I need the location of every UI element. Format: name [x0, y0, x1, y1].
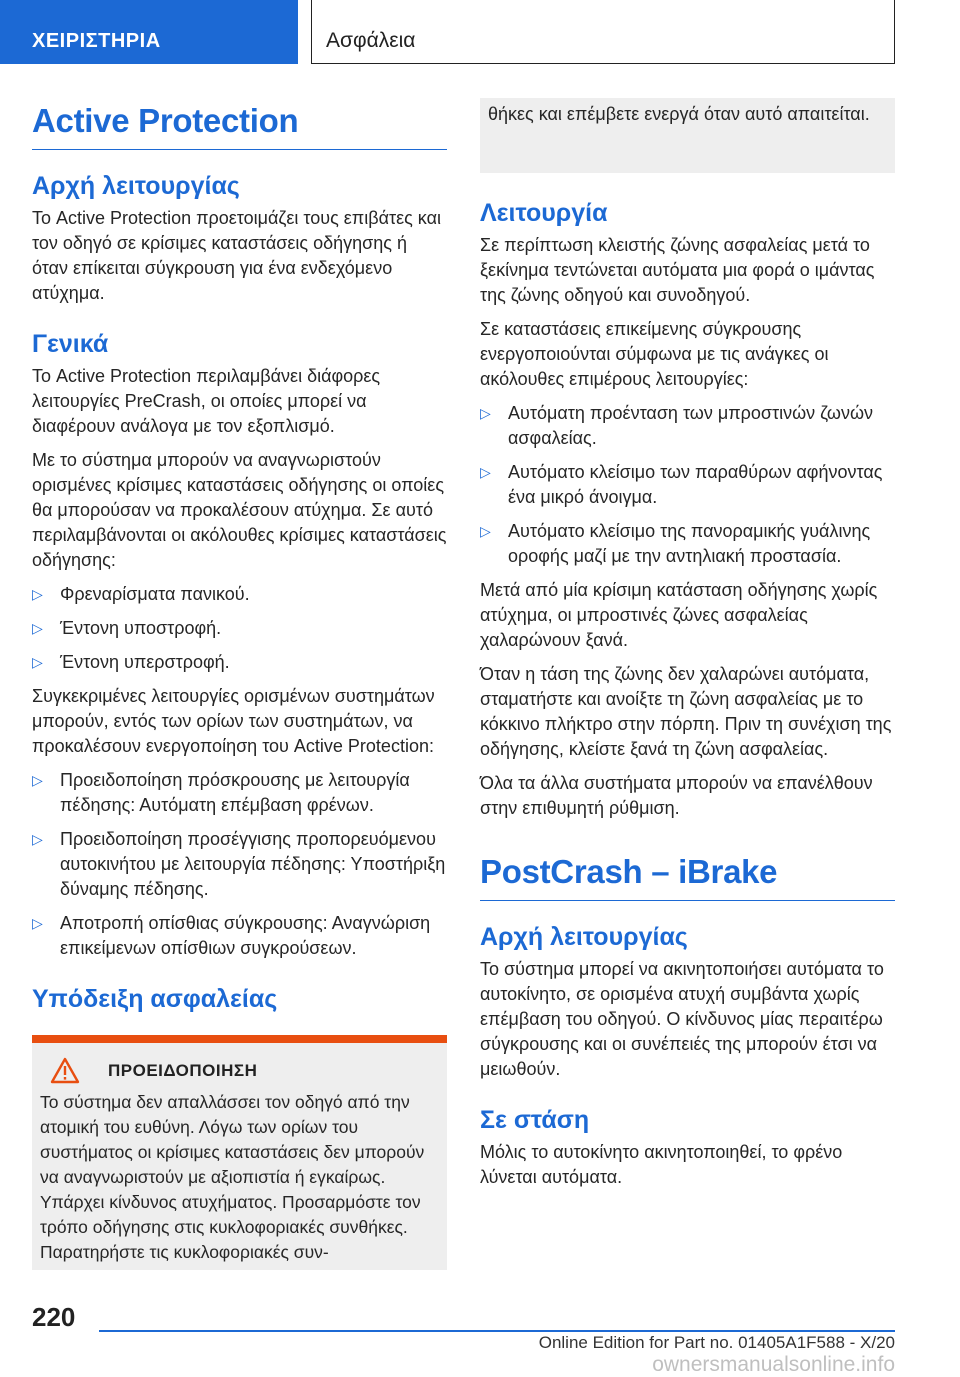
function-paragraph: Μετά από μία κρίσιμη κατάσταση οδήγησης χωρίς ατύχημα, οι μπροστινές ζώνες ασφαλείας χαλαρώνουν ξανά.: [480, 580, 878, 650]
list-item: ▷ Αποτροπή οπίσθιας σύγκρουσης: Αναγνώριση επικείμενων οπίσθιων συγκρούσεων.: [32, 911, 447, 961]
general-heading: Γενικά: [32, 330, 109, 358]
standstill-heading: Σε στάση: [480, 1106, 590, 1134]
manual-tab-label: ΧΕΙΡΙΣΤΗΡΙΑ: [32, 30, 161, 52]
edition-text: Online Edition for Part no. 01405A1F588 - X/20: [538, 1333, 895, 1352]
postcrash-title: PostCrash – iBrake: [480, 849, 895, 901]
list-item: ▷ Αυτόματη προένταση των μπροστινών ζωνών ασφαλείας.: [480, 401, 895, 451]
standstill-text: Μόλις το αυτοκίνητο ακινητοποιηθεί, το φρένο λύνεται αυτόματα.: [480, 1142, 843, 1187]
principle-text: Το Active Protection προετοιμάζει τους επιβάτες και τον οδηγό σε κρίσιμες καταστάσεις οδήγησης ή όταν επίκειται σύγκρουση για ένα ενδεχόμενο ατύχημα.: [32, 208, 441, 303]
active-protection-title: Active Protection: [32, 98, 447, 150]
situations-list: [32, 582, 447, 675]
warning-bar: [32, 1035, 447, 1043]
list-item: ▷ Προειδοποίηση πρόσκρουσης με λειτουργία πέδησης: Αυτόματη επέμβαση φρένων.: [32, 768, 447, 818]
safety-heading: Υπόδειξη ασφαλείας: [32, 985, 278, 1013]
footer-divider: [99, 1330, 895, 1332]
manual-tab: [0, 0, 298, 64]
principle-heading: Αρχή λειτουργίας: [32, 172, 240, 200]
warning-text: Το σύστημα δεν απαλλάσσει τον οδηγό από την ατομική του ευθύνη. Λόγω των ορίων του συστήματος οι κρίσιμες καταστάσεις δεν μπορούν να αναγνωριστούν με αξιοπιστία ή εγκαίρως. Υπάρχει κίνδυνος ατυχήματος. Προσαρμόστε τον τρόπο οδήγησης στις κυκλοφοριακές συνθήκες. Παρατηρήστε τις κυκλοφοριακές συν-: [40, 1092, 425, 1262]
list-item: ▷ Προειδοποίηση προσέγγισης προπορευόμενου αυτοκινήτου με λειτουργία πέδησης: Υποστήριξη δύναμης πέδησης.: [32, 827, 447, 902]
list-item: ▷ Αυτόματο κλείσιμο της πανοραμικής γυάλινης οροφής μαζί με την αντηλιακή προστασία.: [480, 519, 895, 569]
general-paragraph: Με το σύστημα μπορούν να αναγνωριστούν ορισμένες κρίσιμες καταστάσεις οδήγησης οι οποίες θα μπορούσαν να προκαλέσουν ατύχημα. Σε αυτό περιλαμβάνονται οι ακόλουθες κρίσιμες καταστάσεις οδήγησης:: [32, 450, 447, 570]
page-header: [0, 0, 960, 66]
list-item: ▷ Αυτόματο κλείσιμο των παραθύρων αφήνοντας ένα μικρό άνοιγμα.: [480, 460, 895, 510]
list-item: ▷ Φρεναρίσματα πανικού.: [32, 582, 447, 607]
general-paragraph: Συγκεκριμένες λειτουργίες ορισμένων συστημάτων μπορούν, εντός των ορίων των συστημάτων, να προκαλέσουν ενεργοποίηση του Active Protection:: [32, 686, 435, 756]
left-column: [32, 98, 447, 1270]
function-paragraph: Όταν η τάση της ζώνης δεν χαλαρώνει αυτόματα, σταματήστε και ανοίξτε τη ζώνη ασφαλείας με το κόκκινο πλήκτρο στην πόρπη. Πριν τη συνέχιση της οδήγησης, κλείστε ξανά τη ζώνη ασφαλείας.: [480, 664, 892, 759]
watermark: ownersmanualsonline.info: [652, 1353, 895, 1376]
list-item: ▷ Έντονη υπερστροφή.: [32, 650, 447, 675]
function-paragraph: Σε περίπτωση κλειστής ζώνης ασφαλείας μετά το ξεκίνημα τεντώνεται αυτόματα μια φορά ο ιμάντας της ζώνης οδηγού και συνοδηγού.: [480, 235, 875, 305]
warning-title: ΠΡΟΕΙΔΟΠΟΙΗΣΗ: [108, 1060, 258, 1080]
function-paragraph: Όλα τα άλλα συστήματα μπορούν να επανέλθουν στην επιθυμητή ρύθμιση.: [480, 773, 873, 818]
list-item: ▷ Έντονη υποστροφή.: [32, 616, 447, 641]
warning-header: [40, 1057, 439, 1084]
section-tab: [311, 0, 895, 64]
right-column: [480, 98, 895, 1199]
functions-list: [32, 768, 447, 961]
function-heading: Λειτουργία: [480, 199, 608, 227]
postcrash-principle-heading: Αρχή λειτουργίας: [480, 923, 688, 951]
measures-list: [480, 401, 895, 569]
footer: [480, 1333, 895, 1377]
general-paragraph: Το Active Protection περιλαμβάνει διάφορες λειτουργίες PreCrash, οι οποίες μπορεί να διαφέρουν ανάλογα με τον εξοπλισμό.: [32, 366, 381, 436]
function-paragraph: Σε καταστάσεις επικείμενης σύγκρουσης ενεργοποιούνται σύμφωνα με τις ανάγκες οι ακόλουθες επιμέρους λειτουργίες:: [480, 319, 829, 389]
section-tab-label: Ασφάλεια: [326, 29, 416, 52]
warning-continuation-text: θήκες και επέμβετε ενεργά όταν αυτό απαιτείται.: [488, 104, 870, 124]
warning-continuation-box: [480, 98, 895, 173]
page-number: 220: [32, 1302, 76, 1332]
warning-triangle-icon: [50, 1057, 80, 1084]
warning-box: [32, 1035, 447, 1270]
postcrash-principle-text: Το σύστημα μπορεί να ακινητοποιήσει αυτόματα το αυτοκίνητο, σε ορισμένα ατυχή συμβάντα χωρίς επέμβαση του οδηγού. Ο κίνδυνος μίας περαιτέρω σύγκρουσης και οι συνέπειές της μπορούν έτσι να μειωθούν.: [480, 959, 884, 1079]
